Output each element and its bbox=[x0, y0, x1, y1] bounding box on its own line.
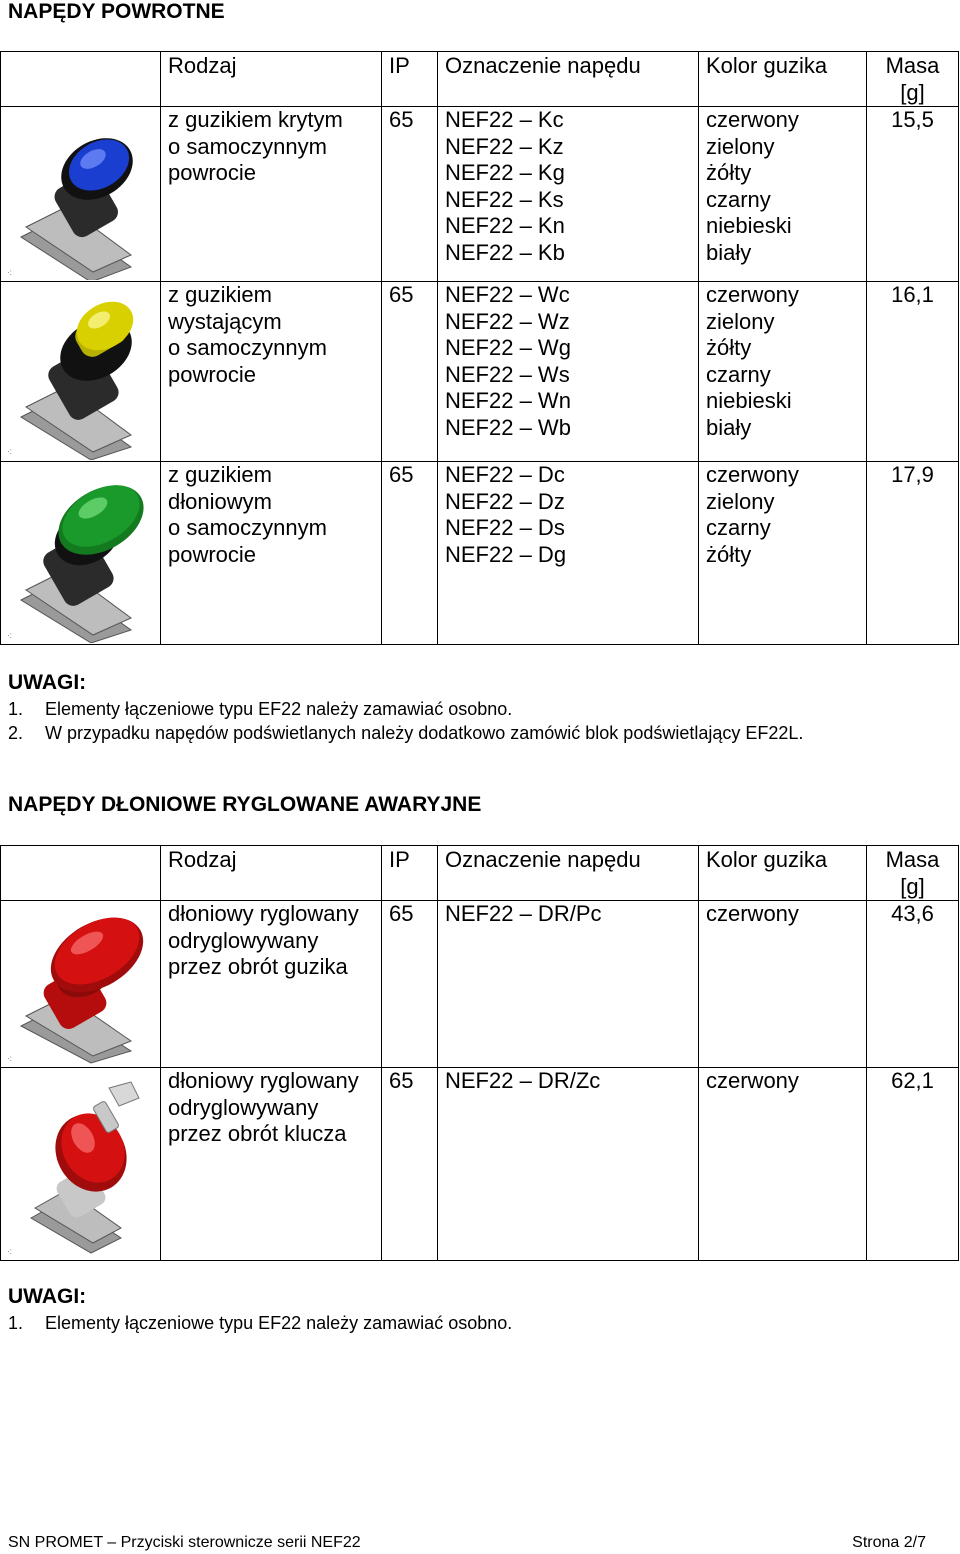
table-row bbox=[1, 107, 959, 282]
notes-block-2 bbox=[8, 1285, 512, 1335]
cell-kolor: czerwony zielony żółty czarny niebieski biały bbox=[699, 107, 867, 282]
cell-masa: 16,1 bbox=[867, 282, 959, 462]
header-oznaczenie: Oznaczenie napędu bbox=[438, 52, 699, 107]
cell-ip: 65 bbox=[382, 282, 438, 462]
flush-button-illustration bbox=[1, 107, 159, 280]
cell-masa: 43,6 bbox=[867, 901, 959, 1068]
footer-page-number: Strona 2/7 bbox=[852, 1534, 926, 1551]
cell-ip: 65 bbox=[382, 1068, 438, 1261]
product-image-wystajacy bbox=[1, 282, 161, 462]
header-rodzaj: Rodzaj bbox=[161, 846, 382, 901]
mushroom-button-illustration bbox=[1, 462, 159, 643]
notes-title: UWAGI: bbox=[8, 671, 87, 694]
header-image-cell bbox=[1, 846, 161, 901]
section-title-powrotne: NAPĘDY POWROTNE bbox=[8, 0, 225, 23]
emergency-stop-button-illustration bbox=[1, 901, 159, 1066]
table-header-row bbox=[1, 846, 959, 901]
cell-rodzaj: dłoniowy ryglowany odryglowywany przez obrót klucza bbox=[161, 1068, 382, 1261]
cell-kolor: czerwony zielony czarny żółty bbox=[699, 462, 867, 645]
key-release-button-illustration bbox=[1, 1068, 159, 1259]
table-row bbox=[1, 282, 959, 462]
cell-rodzaj: z guzikiem wystającym o samoczynnym powrocie bbox=[161, 282, 382, 462]
header-ip: IP bbox=[382, 846, 438, 901]
table-row bbox=[1, 1068, 959, 1261]
header-image-cell bbox=[1, 52, 161, 107]
cell-rodzaj: z guzikiem dłoniowym o samoczynnym powrocie bbox=[161, 462, 382, 645]
svg-text:·:: ·: bbox=[7, 447, 12, 456]
header-kolor: Kolor guzika bbox=[699, 846, 867, 901]
extended-button-illustration bbox=[1, 282, 159, 460]
product-image-obrot-guzika bbox=[1, 901, 161, 1068]
header-kolor: Kolor guzika bbox=[699, 52, 867, 107]
product-image-dloniowy bbox=[1, 462, 161, 645]
cell-oznaczenie: NEF22 – Dc NEF22 – Dz NEF22 – Ds NEF22 – Dg bbox=[438, 462, 699, 645]
header-masa: Masa [g] bbox=[867, 846, 959, 901]
product-image-obrot-klucza bbox=[1, 1068, 161, 1261]
table-napedy-powrotne bbox=[0, 51, 959, 645]
cell-kolor: czerwony zielony żółty czarny niebieski biały bbox=[699, 282, 867, 462]
note-item: 1. Elementy łączeniowe typu EF22 należy zamawiać osobno. bbox=[8, 1313, 513, 1333]
cell-oznaczenie: NEF22 – Wc NEF22 – Wz NEF22 – Wg NEF22 – Ws NEF22 – Wn NEF22 – Wb bbox=[438, 282, 699, 462]
cell-ip: 65 bbox=[382, 901, 438, 1068]
header-ip: IP bbox=[382, 52, 438, 107]
cell-masa: 17,9 bbox=[867, 462, 959, 645]
note-item: 2. W przypadku napędów podświetlanych należy dodatkowo zamówić blok podświetlający EF22L. bbox=[8, 723, 804, 743]
footer-document-title: SN PROMET – Przyciski sterownicze serii NEF22 bbox=[8, 1534, 361, 1551]
section-title-ryglowane: NAPĘDY DŁONIOWE RYGLOWANE AWARYJNE bbox=[8, 793, 482, 816]
notes-title: UWAGI: bbox=[8, 1285, 87, 1308]
table-header-row bbox=[1, 52, 959, 107]
table-row bbox=[1, 901, 959, 1068]
cell-ip: 65 bbox=[382, 107, 438, 282]
page-footer bbox=[8, 1534, 926, 1552]
cell-masa: 15,5 bbox=[867, 107, 959, 282]
cell-ip: 65 bbox=[382, 462, 438, 645]
table-row bbox=[1, 462, 959, 645]
svg-text:·:: ·: bbox=[7, 268, 12, 277]
header-masa: Masa [g] bbox=[867, 52, 959, 107]
cell-rodzaj: dłoniowy ryglowany odryglowywany przez obrót guzika bbox=[161, 901, 382, 1068]
cell-oznaczenie: NEF22 – DR/Pc bbox=[438, 901, 699, 1068]
header-rodzaj: Rodzaj bbox=[161, 52, 382, 107]
svg-text:·:: ·: bbox=[7, 631, 12, 640]
cell-oznaczenie: NEF22 – Kc NEF22 – Kz NEF22 – Kg NEF22 – Ks NEF22 – Kn NEF22 – Kb bbox=[438, 107, 699, 282]
notes-block-1 bbox=[8, 671, 803, 745]
cell-kolor: czerwony bbox=[699, 1068, 867, 1261]
cell-rodzaj: z guzikiem krytym o samoczynnym powrocie bbox=[161, 107, 382, 282]
cell-kolor: czerwony bbox=[699, 901, 867, 1068]
product-image-kryty bbox=[1, 107, 161, 282]
cell-oznaczenie: NEF22 – DR/Zc bbox=[438, 1068, 699, 1261]
svg-text:·:: ·: bbox=[7, 1054, 12, 1063]
table-napedy-ryglowane bbox=[0, 845, 959, 1261]
cell-masa: 62,1 bbox=[867, 1068, 959, 1261]
svg-text:·:: ·: bbox=[7, 1247, 12, 1256]
note-item: 1. Elementy łączeniowe typu EF22 należy zamawiać osobno. bbox=[8, 699, 513, 719]
header-oznaczenie: Oznaczenie napędu bbox=[438, 846, 699, 901]
